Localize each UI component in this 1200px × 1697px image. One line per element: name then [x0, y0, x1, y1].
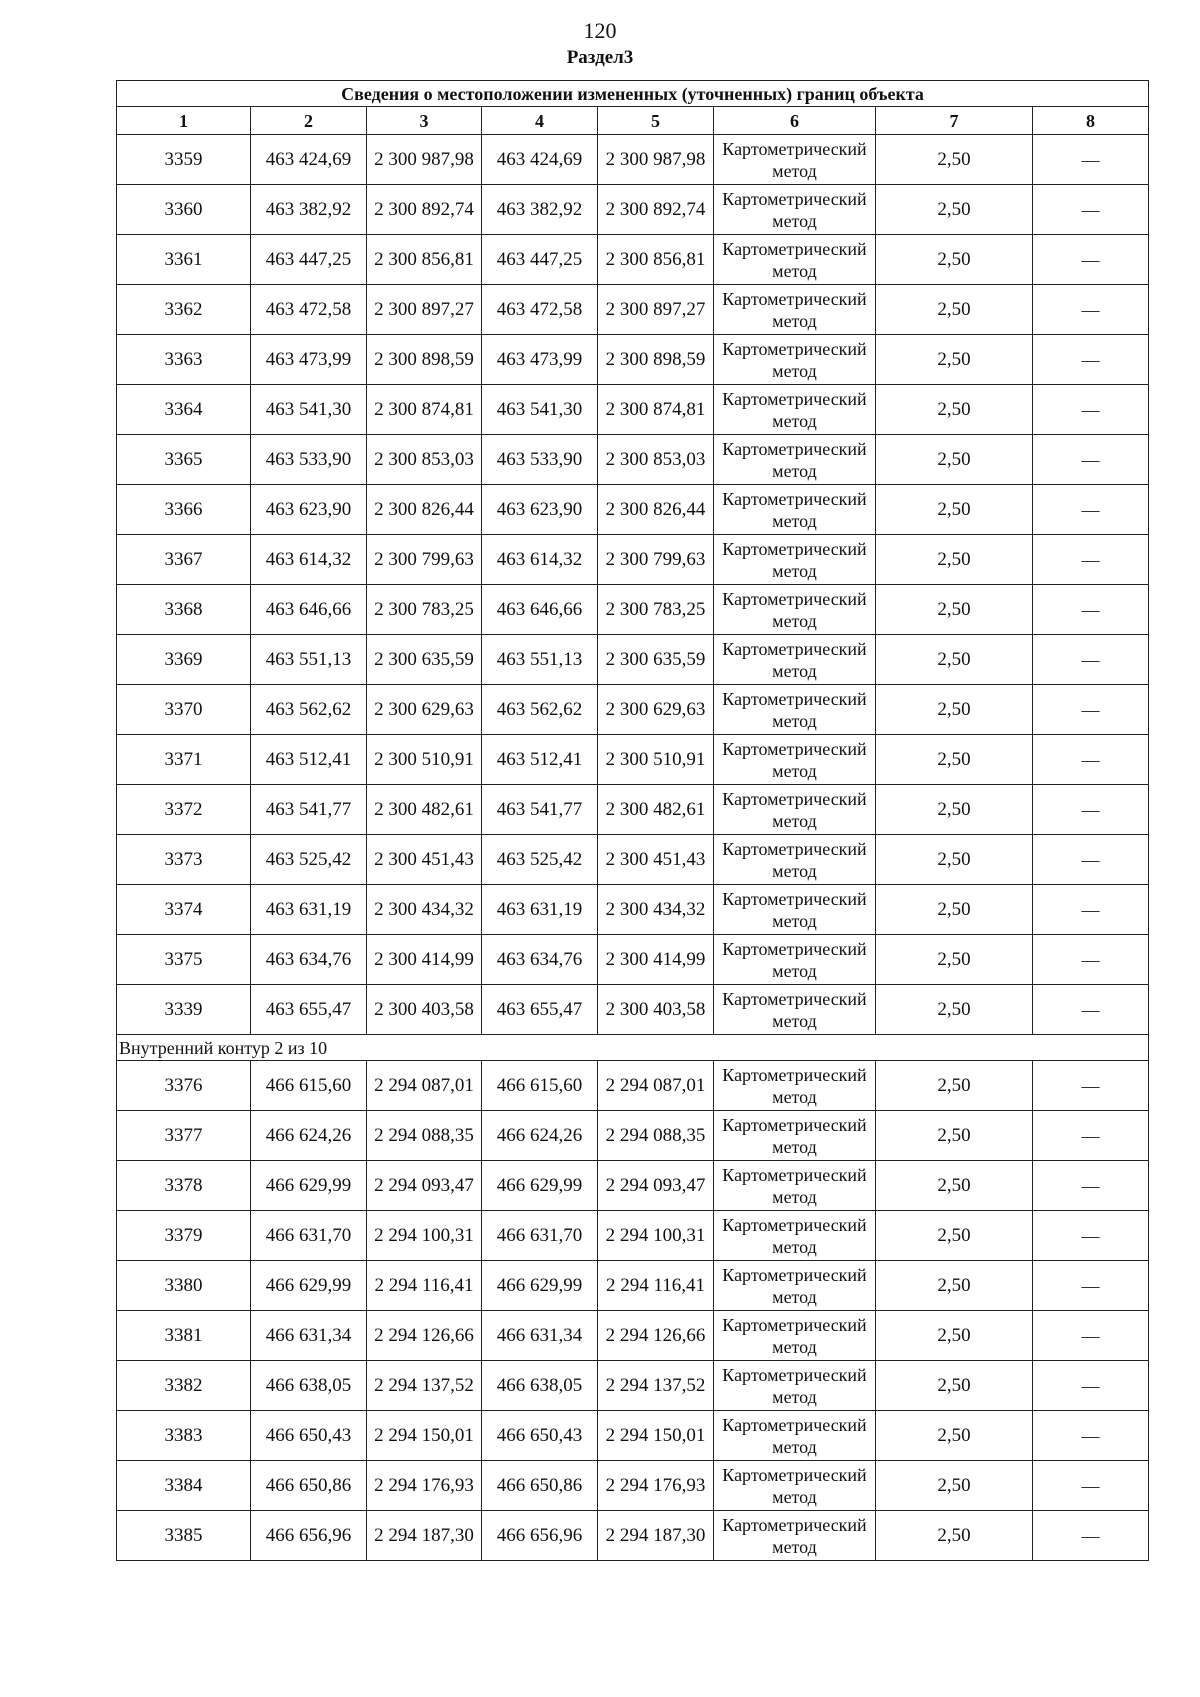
cell-y-new: 2 300 826,44: [598, 485, 714, 535]
cell-y-new: 2 300 856,81: [598, 235, 714, 285]
cell-x-old: 463 562,62: [251, 685, 367, 735]
point-number: 3372: [117, 785, 251, 835]
column-number: 8: [1033, 107, 1149, 135]
method-cell: Картометрический метод: [714, 1511, 876, 1561]
cell-x-old: 466 650,43: [251, 1411, 367, 1461]
dash-cell: —: [1033, 885, 1149, 935]
point-number: 3376: [117, 1061, 251, 1111]
dash-cell: —: [1033, 1261, 1149, 1311]
accuracy-cell: 2,50: [876, 1461, 1033, 1511]
point-number: 3359: [117, 135, 251, 185]
cell-x-new: 466 629,99: [482, 1161, 598, 1211]
point-number: 3370: [117, 685, 251, 735]
cell-y-new: 2 300 403,58: [598, 985, 714, 1035]
point-number: 3373: [117, 835, 251, 885]
cell-x-old: 463 473,99: [251, 335, 367, 385]
cell-y-old: 2 300 897,27: [367, 285, 482, 335]
cell-y-new: 2 300 482,61: [598, 785, 714, 835]
table-row: [117, 485, 1149, 535]
method-cell: Картометрический метод: [714, 585, 876, 635]
dash-cell: —: [1033, 1461, 1149, 1511]
cell-y-old: 2 300 482,61: [367, 785, 482, 835]
table-row: [117, 335, 1149, 385]
column-number: 6: [714, 107, 876, 135]
cell-x-old: 466 656,96: [251, 1511, 367, 1561]
table-row: [117, 1461, 1149, 1511]
cell-y-old: 2 300 635,59: [367, 635, 482, 685]
cell-x-old: 463 447,25: [251, 235, 367, 285]
column-number: 7: [876, 107, 1033, 135]
method-cell: Картометрический метод: [714, 635, 876, 685]
table-row: [117, 885, 1149, 935]
dash-cell: —: [1033, 1111, 1149, 1161]
table-row: [117, 1261, 1149, 1311]
cell-x-new: 463 472,58: [482, 285, 598, 335]
dash-cell: —: [1033, 635, 1149, 685]
accuracy-cell: 2,50: [876, 1311, 1033, 1361]
cell-x-new: 463 631,19: [482, 885, 598, 935]
method-cell: Картометрический метод: [714, 535, 876, 585]
dash-cell: —: [1033, 435, 1149, 485]
cell-x-new: 463 447,25: [482, 235, 598, 285]
cell-x-old: 463 472,58: [251, 285, 367, 335]
cell-x-old: 466 629,99: [251, 1261, 367, 1311]
cell-x-old: 463 646,66: [251, 585, 367, 635]
cell-y-old: 2 300 783,25: [367, 585, 482, 635]
method-cell: Картометрический метод: [714, 835, 876, 885]
accuracy-cell: 2,50: [876, 835, 1033, 885]
accuracy-cell: 2,50: [876, 485, 1033, 535]
table-body-contour-label: [117, 1035, 1149, 1061]
column-number: 4: [482, 107, 598, 135]
cell-x-new: 466 624,26: [482, 1111, 598, 1161]
point-number: 3374: [117, 885, 251, 935]
accuracy-cell: 2,50: [876, 1411, 1033, 1461]
cell-y-new: 2 300 799,63: [598, 535, 714, 585]
point-number: 3384: [117, 1461, 251, 1511]
cell-y-old: 2 294 150,01: [367, 1411, 482, 1461]
cell-x-new: 466 638,05: [482, 1361, 598, 1411]
cell-y-new: 2 300 510,91: [598, 735, 714, 785]
cell-x-new: 466 629,99: [482, 1261, 598, 1311]
point-number: 3368: [117, 585, 251, 635]
point-number: 3371: [117, 735, 251, 785]
cell-y-old: 2 294 176,93: [367, 1461, 482, 1511]
table-row: [117, 685, 1149, 735]
cell-y-old: 2 300 898,59: [367, 335, 482, 385]
method-cell: Картометрический метод: [714, 135, 876, 185]
cell-x-new: 463 646,66: [482, 585, 598, 635]
cell-x-new: 463 623,90: [482, 485, 598, 535]
contour-label-row: [117, 1035, 1149, 1061]
dash-cell: —: [1033, 1361, 1149, 1411]
accuracy-cell: 2,50: [876, 235, 1033, 285]
cell-x-new: 463 562,62: [482, 685, 598, 735]
table-row: [117, 285, 1149, 335]
table-row: [117, 385, 1149, 435]
cell-x-new: 463 551,13: [482, 635, 598, 685]
table-row: [117, 585, 1149, 635]
cell-y-new: 2 300 987,98: [598, 135, 714, 185]
dash-cell: —: [1033, 1311, 1149, 1361]
dash-cell: —: [1033, 235, 1149, 285]
method-cell: Картометрический метод: [714, 1261, 876, 1311]
cell-y-new: 2 294 150,01: [598, 1411, 714, 1461]
table-row: [117, 935, 1149, 985]
table-row: [117, 535, 1149, 585]
cell-x-new: 463 541,77: [482, 785, 598, 835]
method-cell: Картометрический метод: [714, 385, 876, 435]
cell-x-old: 466 615,60: [251, 1061, 367, 1111]
table-title: Сведения о местоположении измененных (уточненных) границ объекта: [117, 81, 1149, 107]
accuracy-cell: 2,50: [876, 1211, 1033, 1261]
cell-y-new: 2 294 176,93: [598, 1461, 714, 1511]
dash-cell: —: [1033, 1061, 1149, 1111]
section-title: Раздел3: [566, 47, 634, 68]
table-body-outer-contour: [117, 135, 1149, 1035]
cell-x-old: 463 525,42: [251, 835, 367, 885]
cell-x-new: 466 650,86: [482, 1461, 598, 1511]
cell-y-old: 2 294 093,47: [367, 1161, 482, 1211]
point-number: 3361: [117, 235, 251, 285]
dash-cell: —: [1033, 735, 1149, 785]
cell-x-new: 463 424,69: [482, 135, 598, 185]
method-cell: Картометрический метод: [714, 1461, 876, 1511]
dash-cell: —: [1033, 935, 1149, 985]
cell-x-new: 463 655,47: [482, 985, 598, 1035]
dash-cell: —: [1033, 785, 1149, 835]
cell-x-new: 466 656,96: [482, 1511, 598, 1561]
point-number: 3379: [117, 1211, 251, 1261]
table-body-inner-contour: [117, 1061, 1149, 1561]
table-row: [117, 735, 1149, 785]
cell-y-new: 2 294 187,30: [598, 1511, 714, 1561]
dash-cell: —: [1033, 1161, 1149, 1211]
point-number: 3367: [117, 535, 251, 585]
table-row: [117, 985, 1149, 1035]
cell-x-new: 463 525,42: [482, 835, 598, 885]
cell-x-old: 466 631,70: [251, 1211, 367, 1261]
method-cell: Картометрический метод: [714, 1361, 876, 1411]
dash-cell: —: [1033, 985, 1149, 1035]
accuracy-cell: 2,50: [876, 535, 1033, 585]
point-number: 3385: [117, 1511, 251, 1561]
cell-y-old: 2 300 826,44: [367, 485, 482, 535]
cell-y-old: 2 300 451,43: [367, 835, 482, 885]
dash-cell: —: [1033, 1411, 1149, 1461]
accuracy-cell: 2,50: [876, 1511, 1033, 1561]
cell-y-old: 2 300 853,03: [367, 435, 482, 485]
method-cell: Картометрический метод: [714, 1111, 876, 1161]
cell-x-new: 463 533,90: [482, 435, 598, 485]
cell-x-new: 463 512,41: [482, 735, 598, 785]
cell-y-new: 2 294 093,47: [598, 1161, 714, 1211]
method-cell: Картометрический метод: [714, 235, 876, 285]
cell-x-old: 463 424,69: [251, 135, 367, 185]
dash-cell: —: [1033, 135, 1149, 185]
cell-y-new: 2 300 892,74: [598, 185, 714, 235]
cell-x-new: 463 382,92: [482, 185, 598, 235]
cell-y-new: 2 300 635,59: [598, 635, 714, 685]
cell-y-new: 2 300 874,81: [598, 385, 714, 435]
column-number: 2: [251, 107, 367, 135]
table-title-row: [117, 81, 1149, 107]
accuracy-cell: 2,50: [876, 435, 1033, 485]
method-cell: Картометрический метод: [714, 185, 876, 235]
cell-x-old: 463 541,30: [251, 385, 367, 435]
method-cell: Картометрический метод: [714, 485, 876, 535]
cell-x-new: 463 541,30: [482, 385, 598, 435]
dash-cell: —: [1033, 585, 1149, 635]
table-row: [117, 635, 1149, 685]
accuracy-cell: 2,50: [876, 885, 1033, 935]
table-row: [117, 1061, 1149, 1111]
dash-cell: —: [1033, 285, 1149, 335]
cell-y-new: 2 294 087,01: [598, 1061, 714, 1111]
accuracy-cell: 2,50: [876, 1261, 1033, 1311]
column-number: 5: [598, 107, 714, 135]
cell-y-new: 2 294 100,31: [598, 1211, 714, 1261]
dash-cell: —: [1033, 1211, 1149, 1261]
column-numbers-row: [117, 107, 1149, 135]
method-cell: Картометрический метод: [714, 985, 876, 1035]
method-cell: Картометрический метод: [714, 785, 876, 835]
table-row: [117, 785, 1149, 835]
accuracy-cell: 2,50: [876, 285, 1033, 335]
cell-y-new: 2 300 853,03: [598, 435, 714, 485]
dash-cell: —: [1033, 685, 1149, 735]
point-number: 3369: [117, 635, 251, 685]
method-cell: Картометрический метод: [714, 735, 876, 785]
accuracy-cell: 2,50: [876, 1361, 1033, 1411]
coordinates-table: [116, 80, 1149, 1561]
point-number: 3383: [117, 1411, 251, 1461]
cell-y-old: 2 300 856,81: [367, 235, 482, 285]
cell-x-new: 466 631,70: [482, 1211, 598, 1261]
cell-x-new: 463 634,76: [482, 935, 598, 985]
accuracy-cell: 2,50: [876, 135, 1033, 185]
dash-cell: —: [1033, 535, 1149, 585]
cell-y-old: 2 294 187,30: [367, 1511, 482, 1561]
accuracy-cell: 2,50: [876, 1111, 1033, 1161]
point-number: 3363: [117, 335, 251, 385]
method-cell: Картометрический метод: [714, 435, 876, 485]
cell-x-old: 463 512,41: [251, 735, 367, 785]
accuracy-cell: 2,50: [876, 1161, 1033, 1211]
accuracy-cell: 2,50: [876, 785, 1033, 835]
method-cell: Картометрический метод: [714, 685, 876, 735]
table-row: [117, 185, 1149, 235]
cell-x-old: 463 623,90: [251, 485, 367, 535]
cell-y-new: 2 300 434,32: [598, 885, 714, 935]
point-number: 3378: [117, 1161, 251, 1211]
cell-x-old: 463 614,32: [251, 535, 367, 585]
accuracy-cell: 2,50: [876, 385, 1033, 435]
cell-y-old: 2 300 414,99: [367, 935, 482, 985]
point-number: 3360: [117, 185, 251, 235]
cell-y-new: 2 300 629,63: [598, 685, 714, 735]
point-number: 3366: [117, 485, 251, 535]
accuracy-cell: 2,50: [876, 585, 1033, 635]
cell-x-old: 463 634,76: [251, 935, 367, 985]
accuracy-cell: 2,50: [876, 335, 1033, 385]
method-cell: Картометрический метод: [714, 1411, 876, 1461]
accuracy-cell: 2,50: [876, 985, 1033, 1035]
cell-y-old: 2 294 137,52: [367, 1361, 482, 1411]
dash-cell: —: [1033, 485, 1149, 535]
cell-y-new: 2 294 137,52: [598, 1361, 714, 1411]
cell-y-old: 2 294 087,01: [367, 1061, 482, 1111]
point-number: 3364: [117, 385, 251, 435]
point-number: 3365: [117, 435, 251, 485]
cell-x-new: 466 615,60: [482, 1061, 598, 1111]
method-cell: Картометрический метод: [714, 1061, 876, 1111]
table-row: [117, 235, 1149, 285]
cell-x-old: 463 551,13: [251, 635, 367, 685]
cell-y-new: 2 294 088,35: [598, 1111, 714, 1161]
cell-y-old: 2 300 434,32: [367, 885, 482, 935]
cell-y-new: 2 294 116,41: [598, 1261, 714, 1311]
cell-x-new: 466 631,34: [482, 1311, 598, 1361]
cell-y-old: 2 300 629,63: [367, 685, 482, 735]
table-row: [117, 835, 1149, 885]
dash-cell: —: [1033, 1511, 1149, 1561]
cell-x-old: 463 631,19: [251, 885, 367, 935]
cell-y-old: 2 300 874,81: [367, 385, 482, 435]
cell-y-new: 2 300 898,59: [598, 335, 714, 385]
cell-x-old: 463 533,90: [251, 435, 367, 485]
accuracy-cell: 2,50: [876, 735, 1033, 785]
method-cell: Картометрический метод: [714, 935, 876, 985]
cell-y-old: 2 300 987,98: [367, 135, 482, 185]
method-cell: Картометрический метод: [714, 885, 876, 935]
method-cell: Картометрический метод: [714, 335, 876, 385]
method-cell: Картометрический метод: [714, 1311, 876, 1361]
table-row: [117, 1411, 1149, 1461]
point-number: 3381: [117, 1311, 251, 1361]
dash-cell: —: [1033, 185, 1149, 235]
cell-y-old: 2 294 088,35: [367, 1111, 482, 1161]
cell-y-new: 2 300 451,43: [598, 835, 714, 885]
cell-y-old: 2 294 116,41: [367, 1261, 482, 1311]
cell-y-new: 2 300 897,27: [598, 285, 714, 335]
point-number: 3375: [117, 935, 251, 985]
cell-x-old: 466 638,05: [251, 1361, 367, 1411]
table-row: [117, 135, 1149, 185]
accuracy-cell: 2,50: [876, 685, 1033, 735]
cell-y-old: 2 294 126,66: [367, 1311, 482, 1361]
table-row: [117, 1311, 1149, 1361]
cell-x-new: 463 614,32: [482, 535, 598, 585]
accuracy-cell: 2,50: [876, 185, 1033, 235]
cell-x-old: 466 631,34: [251, 1311, 367, 1361]
cell-x-old: 466 650,86: [251, 1461, 367, 1511]
point-number: 3382: [117, 1361, 251, 1411]
cell-x-old: 463 382,92: [251, 185, 367, 235]
cell-y-new: 2 300 414,99: [598, 935, 714, 985]
table-row: [117, 1161, 1149, 1211]
dash-cell: —: [1033, 335, 1149, 385]
cell-y-old: 2 294 100,31: [367, 1211, 482, 1261]
table-row: [117, 435, 1149, 485]
method-cell: Картометрический метод: [714, 1161, 876, 1211]
point-number: 3362: [117, 285, 251, 335]
cell-x-new: 466 650,43: [482, 1411, 598, 1461]
column-number: 1: [117, 107, 251, 135]
point-number: 3377: [117, 1111, 251, 1161]
cell-y-new: 2 294 126,66: [598, 1311, 714, 1361]
cell-y-old: 2 300 403,58: [367, 985, 482, 1035]
cell-x-old: 463 655,47: [251, 985, 367, 1035]
table-row: [117, 1111, 1149, 1161]
point-number: 3380: [117, 1261, 251, 1311]
table-row: [117, 1361, 1149, 1411]
cell-y-new: 2 300 783,25: [598, 585, 714, 635]
page-number: 120: [583, 18, 617, 43]
method-cell: Картометрический метод: [714, 1211, 876, 1261]
table-row: [117, 1211, 1149, 1261]
cell-y-old: 2 300 510,91: [367, 735, 482, 785]
cell-x-old: 463 541,77: [251, 785, 367, 835]
column-number: 3: [367, 107, 482, 135]
contour-label: Внутренний контур 2 из 10: [117, 1035, 1149, 1061]
method-cell: Картометрический метод: [714, 285, 876, 335]
cell-y-old: 2 300 799,63: [367, 535, 482, 585]
point-number: 3339: [117, 985, 251, 1035]
cell-y-old: 2 300 892,74: [367, 185, 482, 235]
accuracy-cell: 2,50: [876, 935, 1033, 985]
cell-x-old: 466 624,26: [251, 1111, 367, 1161]
table-row: [117, 1511, 1149, 1561]
accuracy-cell: 2,50: [876, 1061, 1033, 1111]
cell-x-old: 466 629,99: [251, 1161, 367, 1211]
dash-cell: —: [1033, 385, 1149, 435]
cell-x-new: 463 473,99: [482, 335, 598, 385]
accuracy-cell: 2,50: [876, 635, 1033, 685]
dash-cell: —: [1033, 835, 1149, 885]
